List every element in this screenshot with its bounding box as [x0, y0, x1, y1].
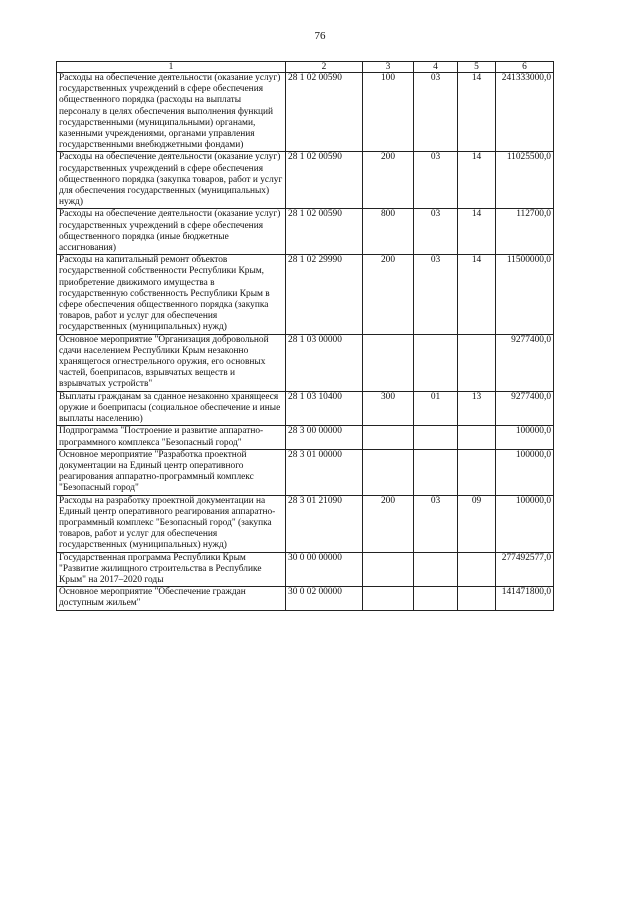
- subsection-code: [458, 587, 496, 610]
- section-code: [414, 552, 458, 587]
- amount: 241333000,0: [496, 73, 554, 152]
- table-row: [57, 255, 554, 334]
- amount: 9277400,0: [496, 391, 554, 426]
- section-code: 03: [414, 73, 458, 152]
- section-code: 03: [414, 152, 458, 209]
- expense-type-code: [363, 587, 414, 610]
- row-description: Расходы на капитальный ремонт объектов государственной собственности Республики Крым, приобретение движимого имущества в государственную собственность Республики Крым в сфере обеспечения общественного порядка (закупка товаров, работ и услуг для обеспечения государственных (муниципальных) нужд): [57, 255, 286, 334]
- amount: 9277400,0: [496, 334, 554, 391]
- budget-code: 30 0 00 00000: [286, 552, 363, 587]
- table-row: [57, 73, 554, 152]
- header-row: [57, 62, 554, 73]
- subsection-code: [458, 552, 496, 587]
- expense-type-code: 200: [363, 152, 414, 209]
- amount: 141471800,0: [496, 587, 554, 610]
- budget-code: 28 3 00 00000: [286, 426, 363, 449]
- section-code: [414, 426, 458, 449]
- table-row: [57, 152, 554, 209]
- row-description: Основное мероприятие "Организация добровольной сдачи населением Республики Крым незаконно хранящегося огнестрельного оружия, его основных частей, боеприпасов, взрывчатых веществ и взрывчатых устройств": [57, 334, 286, 391]
- budget-code: 28 1 03 10400: [286, 391, 363, 426]
- budget-code: 28 3 01 21090: [286, 495, 363, 552]
- table-row: [57, 587, 554, 610]
- section-code: 03: [414, 209, 458, 255]
- table-row: [57, 391, 554, 426]
- budget-code: 30 0 02 00000: [286, 587, 363, 610]
- expense-type-code: 200: [363, 495, 414, 552]
- subsection-code: 14: [458, 209, 496, 255]
- row-description: Выплаты гражданам за сданное незаконно хранящееся оружие и боеприпасы (социальное обеспечение и иные выплаты населению): [57, 391, 286, 426]
- header-cell: 6: [496, 62, 554, 73]
- table-row: [57, 495, 554, 552]
- table-row: [57, 334, 554, 391]
- amount: 100000,0: [496, 495, 554, 552]
- budget-code: 28 1 02 00590: [286, 73, 363, 152]
- table-row: [57, 449, 554, 495]
- page-number: 76: [314, 30, 326, 42]
- budget-code: 28 1 03 00000: [286, 334, 363, 391]
- expense-type-code: 100: [363, 73, 414, 152]
- budget-code: 28 1 02 00590: [286, 209, 363, 255]
- header-cell: 3: [363, 62, 414, 73]
- section-code: 01: [414, 391, 458, 426]
- row-description: Расходы на обеспечение деятельности (оказание услуг) государственных учреждений в сфере обеспечения общественного порядка (закупка товаров, работ и услуг для обеспечения государственных (муниципальных) нужд): [57, 152, 286, 209]
- expense-type-code: [363, 334, 414, 391]
- subsection-code: [458, 334, 496, 391]
- amount: 100000,0: [496, 426, 554, 449]
- header-cell: 5: [458, 62, 496, 73]
- section-code: [414, 334, 458, 391]
- row-description: Подпрограмма "Построение и развитие аппаратно-программного комплекса "Безопасный город": [57, 426, 286, 449]
- table-row: [57, 552, 554, 587]
- subsection-code: [458, 449, 496, 495]
- subsection-code: 14: [458, 255, 496, 334]
- row-description: Расходы на обеспечение деятельности (оказание услуг) государственных учреждений в сфере обеспечения общественного порядка (расходы на выплаты персоналу в целях обеспечения выполнения функций государственными (муниципальными) органами, казенными учреждениями, органами управления государственными внебюджетными фондами): [57, 73, 286, 152]
- header-cell: 1: [57, 62, 286, 73]
- row-description: Основное мероприятие "Обеспечение граждан доступным жильем": [57, 587, 286, 610]
- expense-type-code: 800: [363, 209, 414, 255]
- budget-table: [56, 61, 554, 611]
- budget-code: 28 3 01 00000: [286, 449, 363, 495]
- row-description: Основное мероприятие "Разработка проектной документации на Единый центр оперативного реагирования аппаратно-программный комплекс "Безопасный город": [57, 449, 286, 495]
- row-description: Расходы на обеспечение деятельности (оказание услуг) государственных учреждений в сфере обеспечения общественного порядка (иные бюджетные ассигнования): [57, 209, 286, 255]
- header-cell: 4: [414, 62, 458, 73]
- expense-type-code: 300: [363, 391, 414, 426]
- expense-type-code: [363, 449, 414, 495]
- amount: 11025500,0: [496, 152, 554, 209]
- budget-code: 28 1 02 00590: [286, 152, 363, 209]
- table-row: [57, 426, 554, 449]
- subsection-code: 14: [458, 73, 496, 152]
- amount: 100000,0: [496, 449, 554, 495]
- section-code: [414, 449, 458, 495]
- amount: 112700,0: [496, 209, 554, 255]
- subsection-code: 14: [458, 152, 496, 209]
- row-description: Расходы на разработку проектной документации на Единый центр оперативного реагирования аппаратно-программный комплекс "Безопасный город" (закупка товаров, работ и услуг для обеспечения государственных (муниципальных) нужд): [57, 495, 286, 552]
- budget-code: 28 1 02 29990: [286, 255, 363, 334]
- subsection-code: 13: [458, 391, 496, 426]
- expense-type-code: [363, 426, 414, 449]
- header-cell: 2: [286, 62, 363, 73]
- expense-type-code: 200: [363, 255, 414, 334]
- expense-type-code: [363, 552, 414, 587]
- section-code: 03: [414, 495, 458, 552]
- table-row: [57, 209, 554, 255]
- subsection-code: 09: [458, 495, 496, 552]
- section-code: [414, 587, 458, 610]
- subsection-code: [458, 426, 496, 449]
- section-code: 03: [414, 255, 458, 334]
- amount: 277492577,0: [496, 552, 554, 587]
- row-description: Государственная программа Республики Крым "Развитие жилищного строительства в Республике Крым" на 2017–2020 годы: [57, 552, 286, 587]
- amount: 11500000,0: [496, 255, 554, 334]
